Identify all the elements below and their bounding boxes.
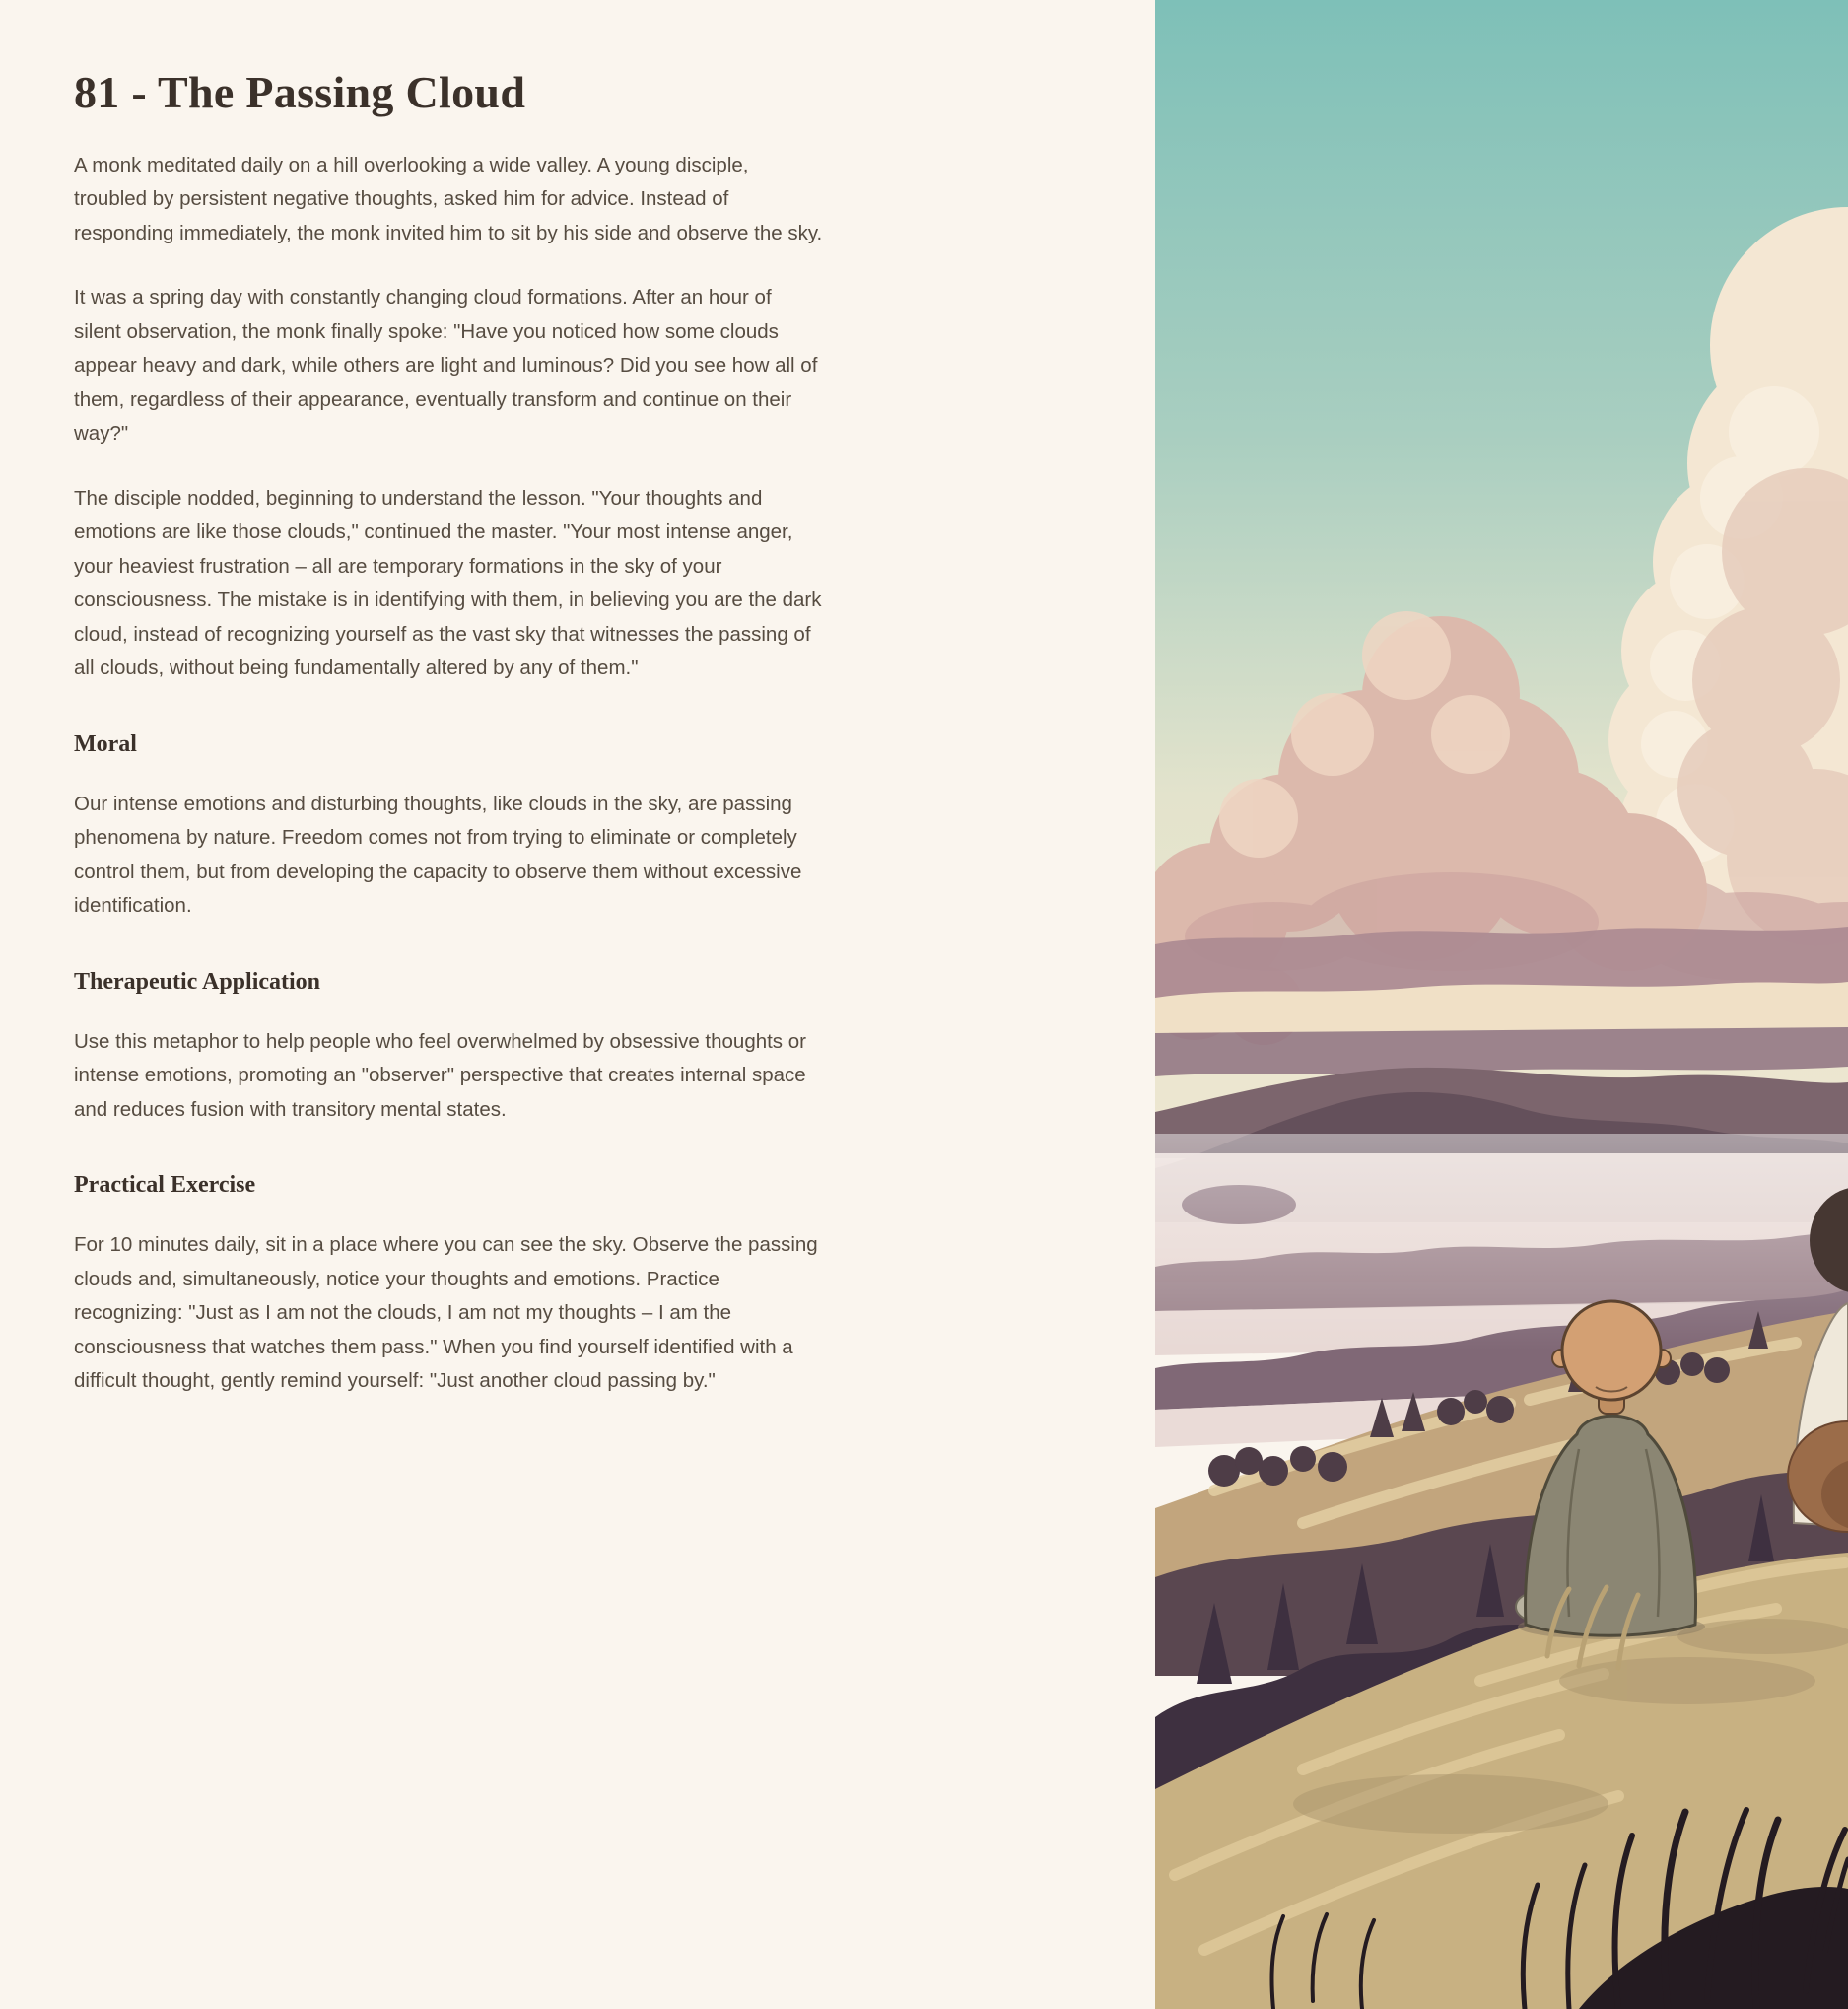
monk-valley-scene — [1155, 0, 1848, 2009]
section-heading-therapeutic-application: Therapeutic Application — [74, 968, 321, 995]
section-heading-moral: Moral — [74, 730, 137, 757]
hero-illustration — [1155, 0, 1848, 2009]
section-body-moral: Our intense emotions and disturbing thoughts, like clouds in the sky, are passing phenomena by nature. Freedom comes not from trying to eliminate or completely control them, but from developing the capacity to observe them without excessive identification. — [74, 792, 802, 918]
page-title: 81 - The Passing Cloud — [74, 67, 526, 117]
section-heading-practical-exercise: Practical Exercise — [74, 1172, 256, 1199]
intro-paragraph-2: It was a spring day with constantly changing cloud formations. After an hour of silent observation, the monk finally spoke: "Have you noticed how some clouds appear heavy and dark, while others are light and luminous? Did you see how all of them, regardless of their appearance, eventually transform and continue on their way?" — [74, 286, 818, 446]
intro-paragraph-3: The disciple nodded, beginning to understand the lesson. "Your thoughts and emotions are like those clouds," continued the master. "Your most intense anger, your heaviest frustration – all are temporary formations in the sky of your consciousness. The mistake is in identifying with them, in believing you are the dark cloud, instead of recognizing yourself as the vast sky that witnesses the passing of all clouds, without being fundamentally altered by any of them." — [74, 486, 822, 680]
intro-paragraph-1: A monk meditated daily on a hill overlooking a wide valley. A young disciple, troubled by persistent negative thoughts, asked him for advice. Instead of responding immediately, the monk invited him to sit by his side and observe the sky. — [74, 153, 823, 244]
stratus-underside — [1155, 1027, 1848, 1076]
section-body-therapeutic-application: Use this metaphor to help people who feel overwhelmed by obsessive thoughts or intense emotions, promoting an "observer" perspective that creates internal space and reduces fusion with transitory mental states. — [74, 1029, 806, 1121]
monk-head — [1562, 1301, 1661, 1400]
section-body-practical-exercise: For 10 minutes daily, sit in a place where you can see the sky. Observe the passing clouds and, simultaneously, notice your thoughts and emotions. Practice recognizing: "Just as I am not the clouds, I am not my thoughts – I am the consciousness that watches them pass." When you find yourself identified with a difficult thought, gently remind yourself: "Just another cloud passing by." — [74, 1233, 818, 1393]
article — [74, 37, 823, 1429]
